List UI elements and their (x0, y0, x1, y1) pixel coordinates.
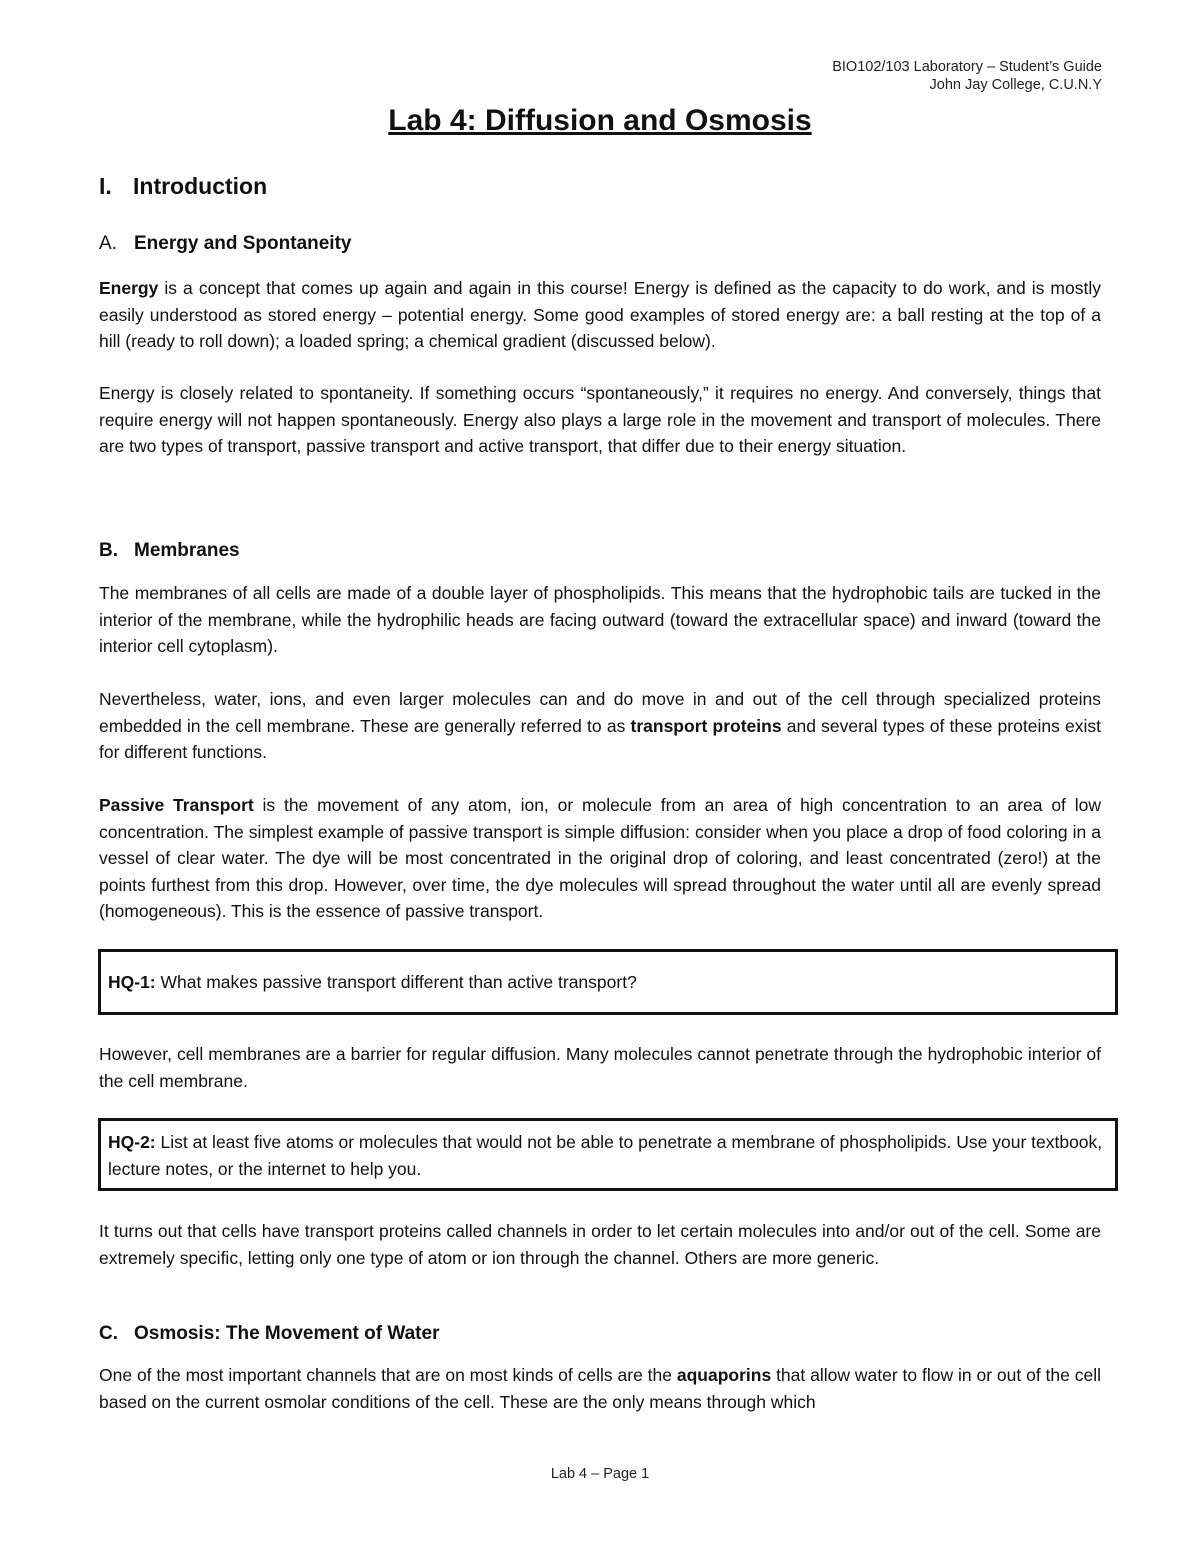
hq-label: HQ-2: (108, 1132, 156, 1152)
subsection-title: Osmosis: The Movement of Water (134, 1323, 440, 1344)
paragraph-text: Nevertheless, water, ions, and even larger molecules can and do move in and out of the cell through specialized proteins embedded in the cell membrane. These are generally referred to as (99, 689, 1101, 736)
paragraph-transport-proteins (99, 686, 1101, 766)
subsection-title: Membranes (134, 540, 240, 561)
paragraph-aquaporins (99, 1362, 1101, 1415)
paragraph-text: is a concept that comes up again and again in this course! Energy is defined as the capacity to do work, and is mostly easily understood as stored energy – potential energy. Some good examples of stored energy are: a ball resting at the top of a hill (ready to roll down); a loaded spring; a chemical gradient (discussed below). (99, 278, 1101, 351)
subsection-letter: B. (99, 540, 118, 561)
term-energy: Energy (99, 278, 159, 298)
section-title: Introduction (133, 173, 268, 199)
paragraph-energy-definition (99, 275, 1101, 355)
paragraph-spontaneity: Energy is closely related to spontaneity. If something occurs “spontaneously,” it requires no energy. And conversely, things that require energy will not happen spontaneously. Energy also plays a large role in the movement and transport of molecules. There are two types of transport, passive transport and active transport, that differ due to their energy situation. (99, 383, 1101, 456)
page-title: Lab 4: Diffusion and Osmosis (388, 104, 812, 137)
hq-label: HQ-1: (108, 971, 156, 992)
homework-question-box-hq2 (98, 1118, 1118, 1191)
subsection-heading-membranes (99, 540, 240, 562)
subsection-letter: C. (99, 1323, 118, 1344)
header-course-line: BIO102/103 Laboratory – Student’s Guide (832, 59, 1102, 75)
header-college-line: John Jay College, C.U.N.Y (929, 77, 1102, 93)
paragraph-passive-transport (99, 792, 1101, 925)
paragraph-text: and several types of these proteins exist for different functions. (99, 715, 1101, 762)
term-passive-transport: Passive Transport (99, 795, 254, 815)
paragraph-text: is the movement of any atom, ion, or molecule from an area of high concentration to an area of low concentration. The simplest example of passive transport is simple diffusion: consider when you place a drop of food coloring in a vessel of clear water. The dye will be most concentrated in the original drop of coloring, and least concentrated (zero!) at the points furthest from this drop. However, over time, the dye molecules will spread throughout the water until all are evenly spread (homogeneous). This is the essence of passive transport. (99, 795, 1101, 921)
term-transport-proteins: transport proteins (630, 715, 782, 736)
running-header (832, 58, 1102, 94)
subsection-letter: A. (99, 233, 117, 254)
subsection-heading-energy (99, 233, 351, 255)
homework-question-box-hq1 (98, 949, 1118, 1015)
hq-text: List at least five atoms or molecules that would not be able to penetrate a membrane of phospholipids. Use your textbook, lecture notes, or the internet to help you. (108, 1132, 1103, 1179)
page-footer: Lab 4 – Page 1 (550, 1466, 650, 1482)
paragraph-channels: It turns out that cells have transport proteins called channels in order to let certain molecules into and/or out of the cell. Some are extremely specific, letting only one type of atom or ion through the channel. Others are more generic. (99, 1221, 1101, 1268)
section-heading-introduction (99, 173, 267, 200)
paragraph-membrane-structure: The membranes of all cells are made of a double layer of phospholipids. This means that the hydrophobic tails are tucked in the interior of the membrane, while the hydrophilic heads are facing outward (toward the extracellular space) and inward (toward the interior cell cytoplasm). (99, 583, 1101, 656)
paragraph-text: One of the most important channels that are on most kinds of cells are the (99, 1365, 677, 1385)
subsection-title: Energy and Spontaneity (134, 233, 352, 254)
subsection-heading-osmosis (99, 1323, 439, 1345)
hq-text: What makes passive transport different than active transport? (155, 971, 637, 992)
paragraph-membrane-barrier: However, cell membranes are a barrier for regular diffusion. Many molecules cannot penetrate through the hydrophobic interior of the cell membrane. (99, 1044, 1101, 1091)
section-number: I. (99, 173, 112, 199)
term-aquaporins: aquaporins (676, 1365, 772, 1385)
paragraph-text: that allow water to flow in or out of the cell based on the current osmolar conditions of the cell. These are the only means through which (99, 1365, 1101, 1412)
